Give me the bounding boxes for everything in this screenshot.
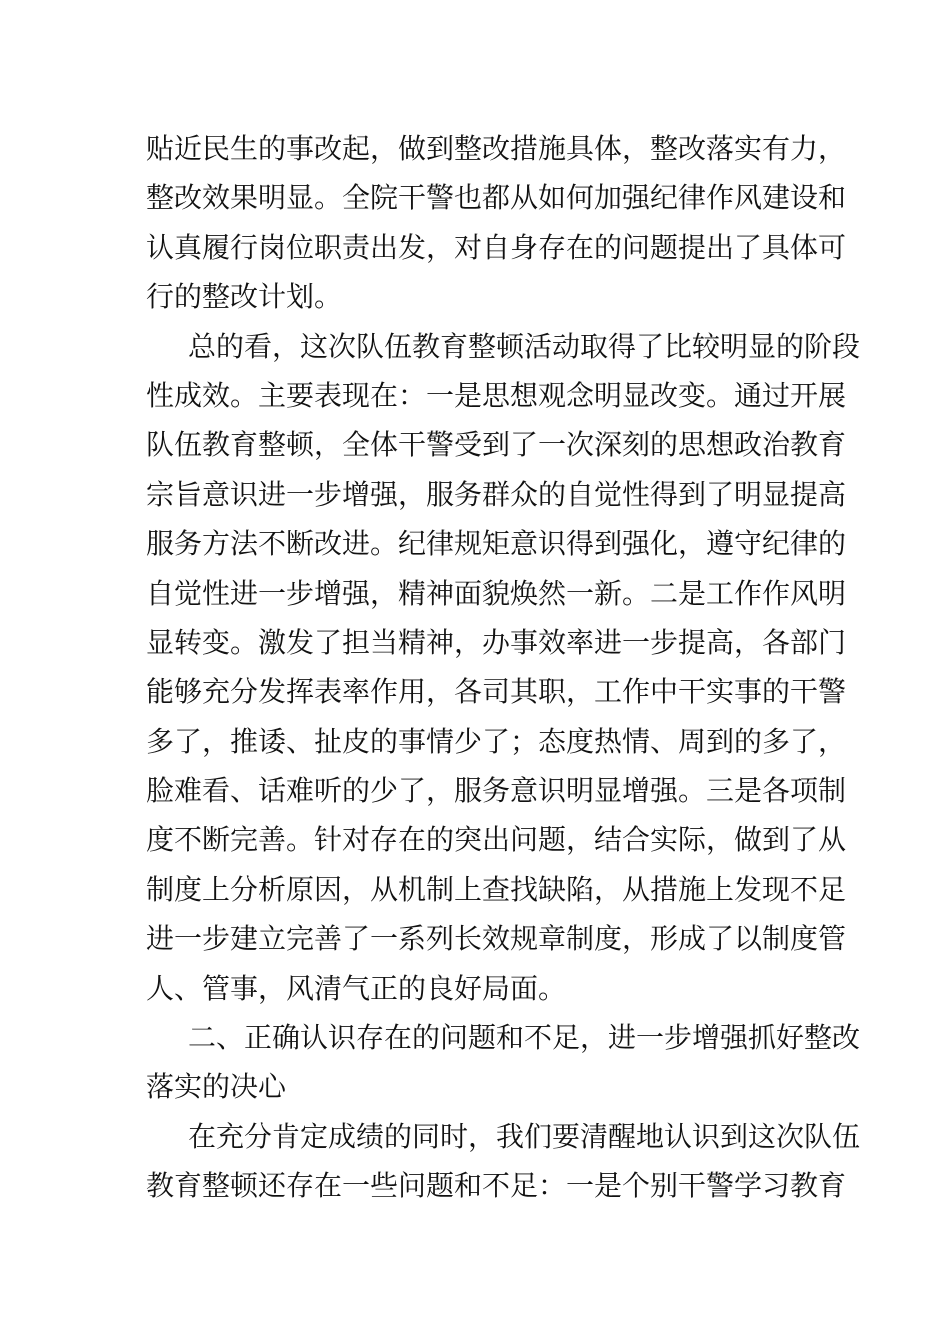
text-line: 队伍教育整顿，全体干警受到了一次深刻的思想政治教育 (146, 428, 847, 462)
text-line: 能够充分发挥表率作用，各司其职，工作中干实事的干警 (146, 675, 847, 709)
text-line: 度不断完善。针对存在的突出问题，结合实际，做到了从 (146, 823, 847, 857)
text-line: 自觉性进一步增强，精神面貌焕然一新。二是工作作风明 (146, 576, 847, 610)
text-line: 行的整改计划。 (146, 280, 343, 314)
text-line: 多了，推诿、扯皮的事情少了；态度热情、周到的多了， (146, 724, 847, 758)
text-line: 进一步建立完善了一系列长效规章制度，形成了以制度管 (146, 922, 847, 956)
text-line: 服务方法不断改进。纪律规矩意识得到强化，遵守纪律的 (146, 527, 847, 561)
text-line: 总的看，这次队伍教育整顿活动取得了比较明显的阶段 (188, 329, 861, 363)
section-heading-line: 二、正确认识存在的问题和不足，进一步增强抓好整改 (188, 1021, 861, 1055)
text-line: 制度上分析原因，从机制上查找缺陷，从措施上发现不足 (146, 872, 847, 906)
text-line: 贴近民生的事改起，做到整改措施具体，整改落实有力， (146, 132, 847, 165)
text-line: 认真履行岗位职责出发，对自身存在的问题提出了具体可 (146, 230, 847, 264)
text-line: 性成效。主要表现在：一是思想观念明显改变。通过开展 (146, 378, 847, 412)
text-line: 在充分肯定成绩的同时，我们要清醒地认识到这次队伍 (188, 1119, 861, 1153)
text-line: 显转变。激发了担当精神，办事效率进一步提高，各部门 (146, 625, 847, 659)
text-line: 整改效果明显。全院干警也都从如何加强纪律作风建设和 (146, 181, 847, 215)
text-line: 脸难看、话难听的少了，服务意识明显增强。三是各项制 (146, 774, 847, 808)
text-line: 人、管事，风清气正的良好局面。 (146, 971, 567, 1005)
text-line: 宗旨意识进一步增强，服务群众的自觉性得到了明显提高 (146, 477, 847, 511)
text-line: 教育整顿还存在一些问题和不足：一是个别干警学习教育 (146, 1169, 847, 1203)
section-heading-line: 落实的决心 (146, 1070, 287, 1104)
body-text (146, 124, 861, 1211)
